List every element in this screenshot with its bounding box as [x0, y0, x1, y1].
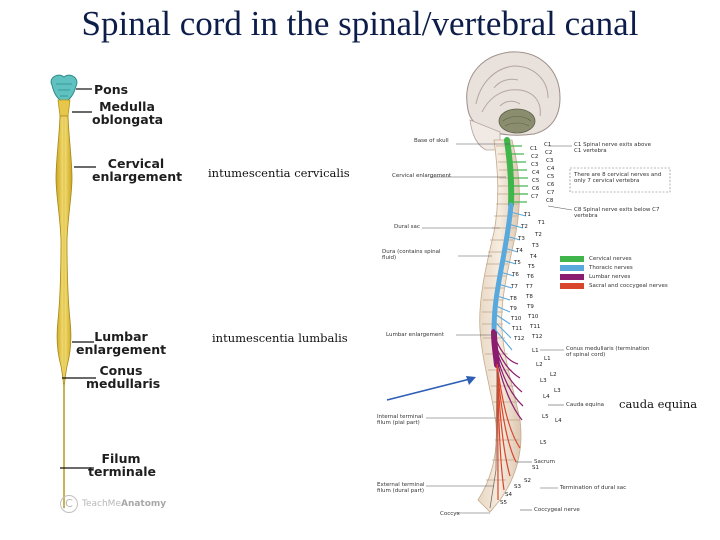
vertebra-t8-left: T8 [510, 296, 517, 302]
brain-shape [467, 52, 560, 150]
vertebra-s1: S1 [532, 465, 539, 471]
label-external-terminal-filum: External terminal filum (dural part) [377, 482, 425, 494]
vertebra-t4-right: T4 [530, 254, 537, 260]
vertebra-t4-left: T4 [516, 248, 523, 254]
filum-shape [64, 384, 65, 508]
label-pons: Pons [94, 82, 129, 97]
vertebra-t10-left: T10 [511, 316, 522, 322]
vertebra-s4: S4 [505, 492, 512, 498]
vertebra-l2-left: L2 [536, 362, 543, 368]
vertebra-l1-left: L1 [532, 348, 539, 354]
label-cervical-enlargement: Cervical enlargement [92, 156, 183, 184]
vertebra-t6-left: T6 [512, 272, 519, 278]
legend-label: Sacral and coccygeal nerves [589, 283, 668, 289]
label-cauda-equina-right: Cauda equina [566, 402, 605, 408]
legend-item-lumbar [560, 273, 630, 281]
vertebra-c6-left: C6 [532, 186, 540, 192]
label-termination-dural-sac: Termination of dural sac [560, 485, 627, 491]
label-medulla-oblongata: Medulla oblongata [92, 99, 164, 127]
vertebra-l1-right: L1 [544, 356, 551, 362]
label-cervical-enlargement-right: Cervical enlargement [392, 173, 452, 179]
copyright-icon: C [60, 495, 78, 513]
label-c1-note: C1 Spinal nerve exits above C1 vertebra [574, 142, 651, 154]
vertebra-l2-right: L2 [550, 372, 557, 378]
label-internal-terminal-filum: Internal terminal filum (pial part) [377, 414, 423, 426]
legend-swatch [560, 256, 584, 262]
medulla-shape [58, 100, 70, 116]
vertebra-t11-right: T11 [530, 324, 541, 330]
vertebra-l5-left: L5 [542, 414, 549, 420]
vertebra-t1-right: T1 [538, 220, 545, 226]
vertebra-c2-right: C2 [545, 150, 553, 156]
pons-shape [51, 75, 77, 102]
vertebra-c5-left: C5 [532, 178, 540, 184]
vertebra-t1-left: T1 [524, 212, 531, 218]
legend-swatch [560, 283, 584, 289]
vertebra-t2-left: T2 [521, 224, 528, 230]
vertebra-c1-right: C1 [544, 142, 552, 148]
vertebra-l3-right: L3 [554, 388, 561, 394]
note-intumescentia-cervicalis: intumescentia cervicalis [208, 166, 350, 180]
vertebra-c6-right: C6 [547, 182, 555, 188]
legend-swatch [560, 265, 584, 271]
logo-text-b: Anatomy [120, 499, 167, 509]
legend-item-sacral [560, 282, 668, 290]
page-title: Spinal cord in the spinal/vertebral canal [81, 4, 639, 43]
note-cauda-equina: cauda equina [619, 397, 698, 411]
label-lumbar-enlargement-right: Lumbar enlargement [386, 332, 444, 338]
legend-label: Cervical nerves [589, 256, 632, 262]
cauda-arrow-line [387, 379, 470, 400]
label-sacrum: Sacrum [534, 459, 555, 465]
vertebra-t11-left: T11 [512, 326, 523, 332]
vertebra-t12-left: T12 [514, 336, 525, 342]
vertebra-t2-right: T2 [535, 232, 542, 238]
vertebra-l4-right: L4 [555, 418, 562, 424]
vertebra-t9-left: T9 [510, 306, 517, 312]
teachmeanatomy-logo [60, 495, 166, 513]
vertebra-t12-right: T12 [532, 334, 543, 340]
vertebra-t5-left: T5 [514, 260, 521, 266]
note-intumescentia-lumbalis: intumescentia lumbalis [212, 331, 348, 345]
vertebra-s5: S5 [500, 500, 507, 506]
label-c8-note: C8 Spinal nerve exits below C7 vertebra [574, 207, 660, 219]
vertebra-t8-right: T8 [526, 294, 533, 300]
vertebra-c2-left: C2 [531, 154, 539, 160]
label-dural-sac: Dural sac [394, 224, 420, 230]
vertebra-c7-left: C7 [531, 194, 539, 200]
vertebra-c1-left: C1 [530, 146, 538, 152]
vertebra-c3-left: C3 [531, 162, 539, 168]
vertebra-s2: S2 [524, 478, 531, 484]
label-filum-terminale: Filum terminale [88, 451, 157, 479]
label-coccyx: Coccyx [440, 511, 460, 517]
vertebra-c8-right: C8 [546, 198, 554, 204]
legend-label: Lumbar nerves [589, 274, 631, 280]
vertebra-l5-right: L5 [540, 440, 547, 446]
vertebra-c3-right: C3 [546, 158, 554, 164]
vertebra-t6-right: T6 [527, 274, 534, 280]
vertebra-t5-right: T5 [528, 264, 535, 270]
vertebra-t10-right: T10 [528, 314, 539, 320]
label-coccygeal-nerve: Coccygeal nerve [534, 507, 580, 513]
label-conus-medullaris: Conus medullaris [86, 363, 161, 391]
vertebra-t3-left: T3 [518, 236, 525, 242]
cauda-arrow-head [466, 376, 476, 385]
vertebra-t7-left: T7 [511, 284, 518, 290]
vertebra-c5-right: C5 [547, 174, 555, 180]
vertebra-t7-right: T7 [526, 284, 533, 290]
logo-text-a: TeachMe [82, 499, 121, 509]
label-conus-medullaris-right: Conus medullaris (termination of spinal cord) [566, 346, 650, 358]
legend-swatch [560, 274, 584, 280]
legend-item-cervical [560, 255, 632, 263]
vertebra-t9-right: T9 [527, 304, 534, 310]
legend-label: Thoracic nerves [589, 265, 633, 271]
vertebra-c7-right: C7 [547, 190, 555, 196]
label-lumbar-enlargement: Lumbar enlargement [76, 329, 167, 357]
vertebra-c4-left: C4 [532, 170, 540, 176]
vertebra-l4-left: L4 [543, 394, 550, 400]
vertebra-c4-right: C4 [547, 166, 555, 172]
vertebra-s3: S3 [514, 484, 521, 490]
vertebra-t3-right: T3 [532, 243, 539, 249]
label-dura: Dura (contains spinal fluid) [382, 249, 441, 261]
vertebra-l3-left: L3 [540, 378, 547, 384]
legend-item-thoracic [560, 264, 633, 272]
label-cervical-count-note: There are 8 cervical nerves and only 7 cervical vertebra [574, 172, 662, 184]
label-base-of-skull: Base of skull [414, 138, 449, 144]
